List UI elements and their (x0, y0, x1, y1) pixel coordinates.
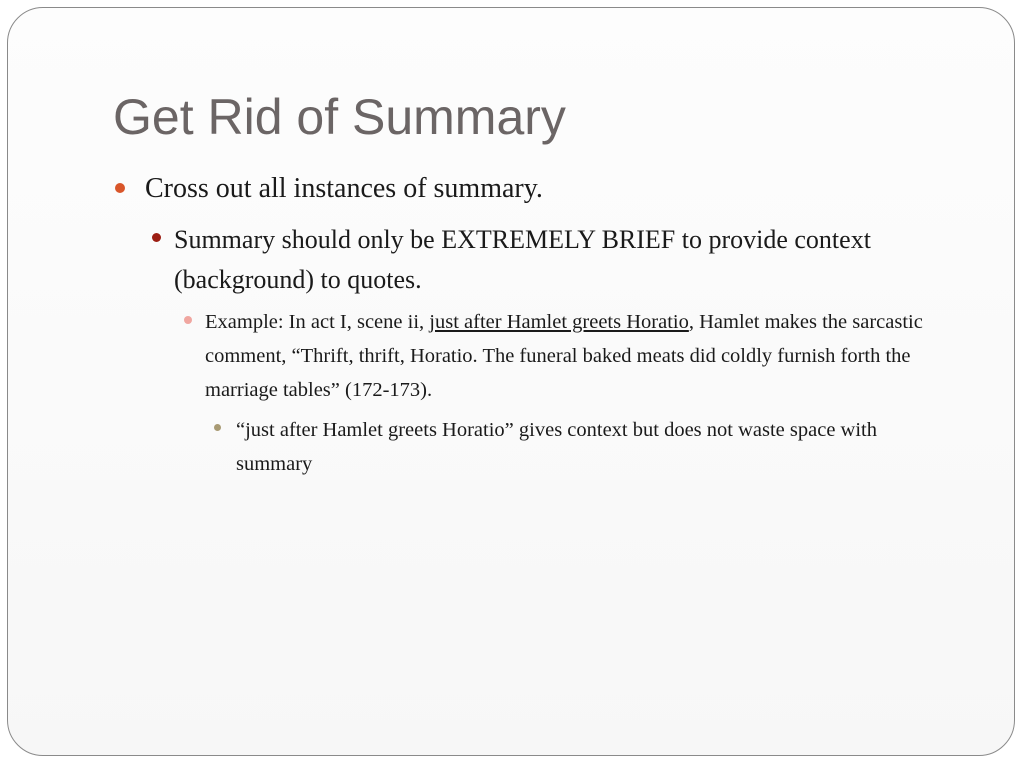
example-suffix: , Hamlet makes the sarcastic comment, “Thrift, thrift, Horatio. The funeral baked meats did coldly furnish forth the marriage tables” (172-173). (205, 311, 923, 401)
bullet-dot-icon (152, 233, 161, 242)
slide-title: Get Rid of Summary (113, 89, 566, 145)
bullet-level-4: “just after Hamlet greets Horatio” gives context but does not waste space with summary (236, 419, 877, 475)
bullet-level-1: Cross out all instances of summary. (145, 173, 543, 204)
bullet-dot-icon (184, 316, 192, 324)
bullet-dot-icon (115, 183, 125, 193)
underlined-phrase: just after Hamlet greets Horatio (429, 311, 689, 333)
bullet-level-2: Summary should only be EXTREMELY BRIEF to provide context (background) to quotes. (174, 225, 871, 294)
bullet-level-3 (205, 305, 950, 407)
bullet-dot-icon (214, 424, 221, 431)
example-prefix: Example: In act I, scene ii, (205, 311, 430, 333)
